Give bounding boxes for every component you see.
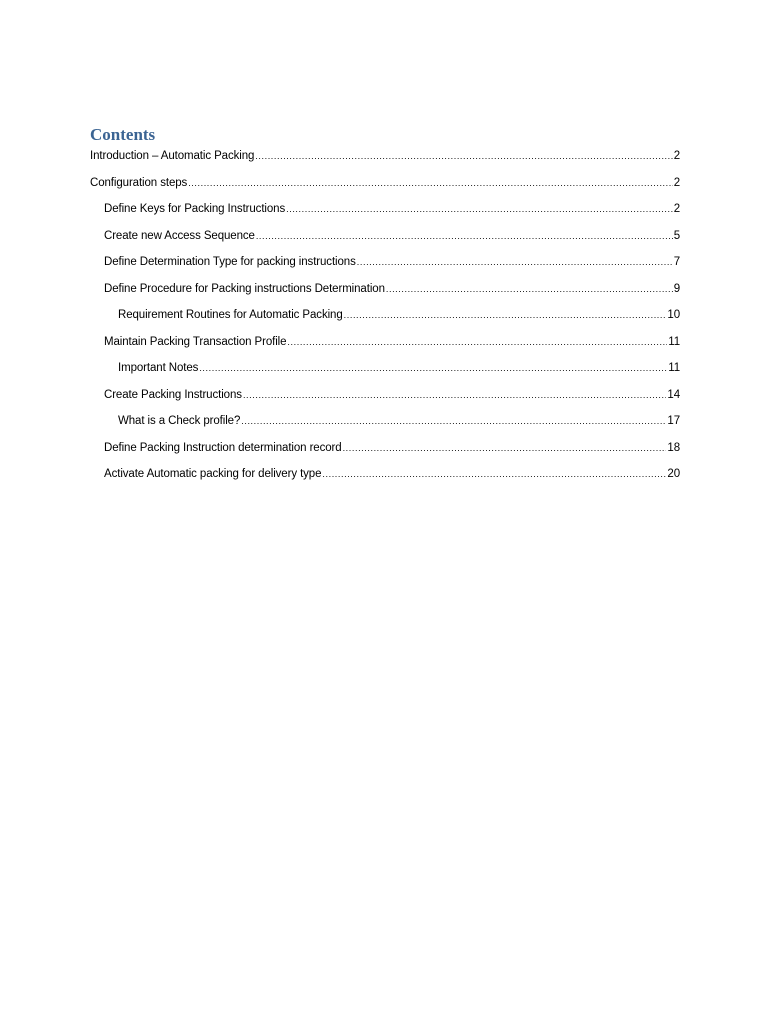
toc-entry-packing-instructions[interactable] — [90, 387, 680, 414]
toc-dot-leader — [343, 440, 667, 457]
toc-entry-activate-automatic-packing[interactable] — [90, 466, 680, 493]
toc-entry-title: Requirement Routines for Automatic Packing — [118, 309, 343, 321]
toc-entry-title: Create new Access Sequence — [104, 229, 255, 242]
toc-dot-leader — [357, 254, 673, 271]
toc-entry-title: Activate Automatic packing for delivery type — [104, 468, 322, 480]
toc-dot-leader — [256, 228, 673, 245]
toc-heading: Contents — [90, 125, 156, 144]
toc-entry-title: Define Determination Type for packing instructions — [104, 256, 356, 268]
toc-entry-introduction[interactable] — [90, 148, 680, 175]
toc-entry-page: 2 — [673, 150, 680, 162]
toc-entry-title: What is a Check profile? — [118, 415, 241, 427]
toc-entry-define-keys[interactable] — [90, 201, 680, 228]
toc-entry-title: Create Packing Instructions — [104, 388, 242, 401]
toc-dot-leader — [255, 148, 672, 165]
toc-dot-leader — [344, 307, 667, 324]
toc-entry-page: 17 — [667, 415, 680, 427]
toc-dot-leader — [286, 201, 673, 218]
toc-dot-leader — [188, 175, 673, 192]
toc-entry-page: 9 — [673, 282, 680, 295]
toc-entry-title: Configuration steps — [90, 176, 188, 189]
toc-entry-access-sequence[interactable] — [90, 228, 680, 255]
toc-entry-title: Important Notes — [118, 362, 199, 374]
toc-entry-page: 5 — [673, 229, 680, 242]
toc-entry-title: Introduction – Automatic Packing — [90, 150, 255, 162]
toc-list — [90, 148, 680, 493]
toc-entry-configuration-steps[interactable] — [90, 175, 680, 202]
toc-entry-page: 11 — [668, 362, 680, 374]
toc-entry-page: 2 — [673, 176, 680, 189]
toc-entry-determination-record[interactable] — [90, 440, 680, 467]
toc-dot-leader — [386, 281, 673, 298]
toc-dot-leader — [287, 334, 667, 351]
toc-entry-requirement-routines[interactable] — [90, 307, 680, 334]
toc-entry-title: Define Procedure for Packing instructions Determination — [104, 282, 385, 295]
toc-dot-leader — [199, 360, 667, 377]
table-of-contents — [90, 122, 680, 493]
toc-dot-leader — [243, 387, 666, 404]
toc-entry-page: 11 — [668, 335, 680, 348]
toc-entry-determination-type[interactable] — [90, 254, 680, 281]
toc-entry-title: Maintain Packing Transaction Profile — [104, 335, 287, 348]
toc-entry-check-profile[interactable] — [90, 413, 680, 440]
toc-entry-page: 20 — [667, 468, 680, 480]
toc-entry-page: 18 — [667, 441, 680, 454]
toc-entry-title: Define Keys for Packing Instructions — [104, 203, 286, 215]
toc-entry-important-notes[interactable] — [90, 360, 680, 387]
toc-entry-page: 2 — [673, 203, 680, 215]
toc-dot-leader — [241, 413, 666, 430]
toc-entry-title: Define Packing Instruction determination record — [104, 441, 342, 454]
toc-entry-page: 10 — [667, 309, 680, 321]
toc-entry-transaction-profile[interactable] — [90, 334, 680, 361]
toc-entry-page: 7 — [673, 256, 680, 268]
toc-dot-leader — [322, 466, 666, 483]
toc-entry-determination-procedure[interactable] — [90, 281, 680, 308]
toc-entry-page: 14 — [667, 388, 680, 401]
